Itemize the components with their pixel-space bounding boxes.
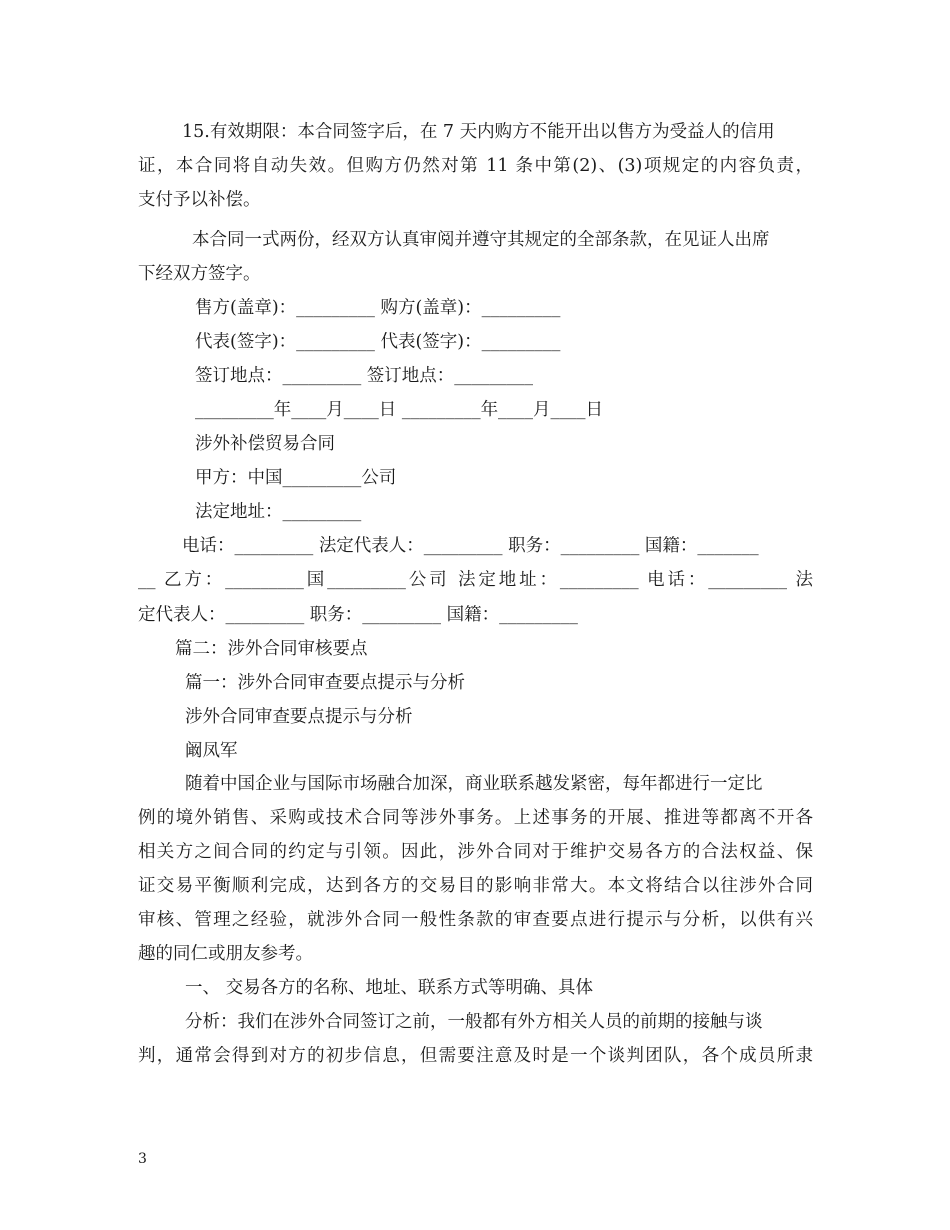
text-line: 例的境外销售、采购或技术合同等涉外事务。上述事务的开展、推进等都离不开各: [138, 808, 813, 828]
text-line: 趣的同仁或朋友参考。: [138, 944, 313, 964]
text-line: 甲方：中国_________公司: [195, 468, 397, 488]
text-line: 售方(盖章)：_________ 购方(盖章)：_________: [195, 298, 561, 318]
text-line: 相关方之间合同的约定与引领。因此，涉外合同对于维护交易各方的合法权益、保: [138, 842, 813, 862]
text-line: 分析：我们在涉外合同签订之前，一般都有外方相关人员的前期的接触与谈: [185, 1012, 763, 1032]
text-line: 代表(签字)：_________ 代表(签字)：_________: [195, 332, 561, 352]
text-line: 阚凤军: [185, 741, 238, 761]
page-number: 3: [138, 1151, 147, 1167]
text-line: 电话：_________ 法定代表人：_________ 职务：_________ 国籍：_______: [182, 536, 759, 556]
text-line: 下经双方签字。: [138, 264, 261, 284]
text-line: 判，通常会得到对方的初步信息，但需要注意及时是一个谈判团队，各个成员所隶: [138, 1046, 813, 1066]
text-line: 篇二：涉外合同审核要点: [175, 639, 368, 659]
text-line: 法定地址：_________: [195, 502, 362, 522]
text-line: __ 乙方：_________国_________公司 法定地址：_________ 电话：_________ 法: [138, 570, 813, 590]
text-line: 本合同一式两份，经双方认真审阅并遵守其规定的全部条款，在见证人出席: [192, 230, 770, 250]
text-line: 15.有效期限：本合同签字后，在 7 天内购方不能开出以售方为受益人的信用: [182, 122, 775, 142]
text-line: 证，本合同将自动失效。但购方仍然对第 11 条中第(2)、(3)项规定的内容负责，: [138, 156, 813, 176]
text-line: 定代表人：_________ 职务：_________ 国籍：_________: [138, 605, 578, 625]
text-line: 证交易平衡顺利完成，达到各方的交易目的影响非常大。本文将结合以往涉外合同: [138, 876, 813, 896]
text-line: 签订地点：_________ 签订地点：_________: [195, 366, 534, 386]
text-line: 涉外补偿贸易合同: [195, 434, 335, 454]
text-line: 随着中国企业与国际市场融合加深，商业联系越发紧密，每年都进行一定比: [185, 774, 763, 794]
text-line: 涉外合同审查要点提示与分析: [185, 707, 413, 727]
text-line: 审核、管理之经验，就涉外合同一般性条款的审查要点进行提示与分析，以供有兴: [138, 910, 813, 930]
text-line: 支付予以补偿。: [138, 190, 261, 210]
text-line: 篇一：涉外合同审查要点提示与分析: [185, 673, 465, 693]
text-line: _________年____月____日 _________年____月____日: [195, 400, 604, 420]
section-heading: 一、 交易各方的名称、地址、联系方式等明确、具体: [185, 978, 594, 998]
